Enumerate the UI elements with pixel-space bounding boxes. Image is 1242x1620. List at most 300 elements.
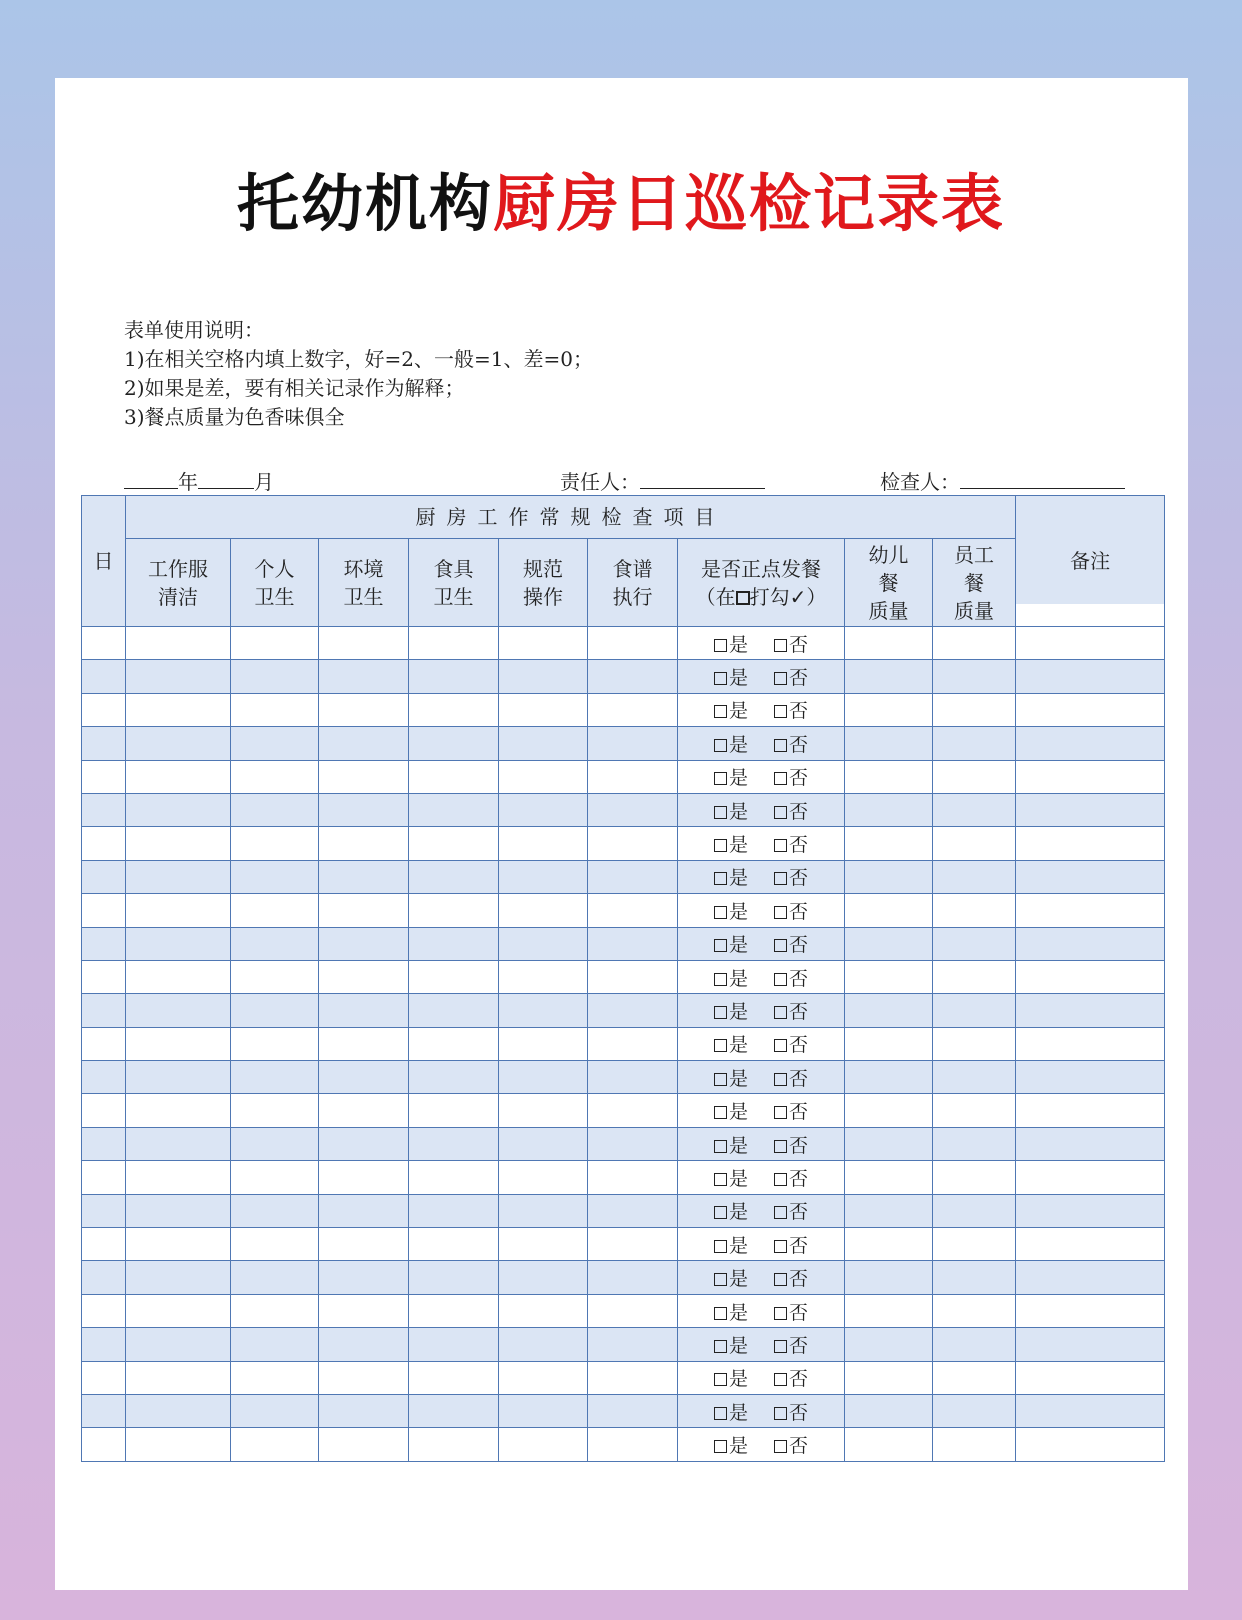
yes-option[interactable] <box>714 801 748 823</box>
no-option[interactable] <box>774 1201 808 1223</box>
table-cell[interactable] <box>319 1294 409 1327</box>
table-cell[interactable] <box>231 1127 319 1160</box>
table-cell[interactable] <box>933 627 1016 660</box>
table-cell[interactable] <box>231 1228 319 1261</box>
table-cell[interactable] <box>231 960 319 993</box>
table-cell[interactable] <box>1016 1361 1165 1394</box>
table-cell[interactable] <box>409 1328 499 1361</box>
table-cell[interactable] <box>82 1027 126 1060</box>
table-cell[interactable] <box>319 1361 409 1394</box>
table-cell[interactable] <box>126 827 231 860</box>
table-cell[interactable] <box>933 660 1016 693</box>
ontime-cell[interactable] <box>678 994 845 1027</box>
no-option[interactable] <box>774 700 808 722</box>
yes-option[interactable] <box>714 1168 748 1190</box>
checkbox-icon[interactable] <box>774 1407 787 1420</box>
table-cell[interactable] <box>126 1294 231 1327</box>
ontime-cell[interactable] <box>678 1428 845 1461</box>
table-cell[interactable] <box>499 827 588 860</box>
table-cell[interactable] <box>82 760 126 793</box>
table-cell[interactable] <box>82 994 126 1027</box>
table-cell[interactable] <box>499 660 588 693</box>
checkbox-icon[interactable] <box>774 1440 787 1453</box>
yes-option[interactable] <box>714 1201 748 1223</box>
table-cell[interactable] <box>588 894 678 927</box>
table-cell[interactable] <box>499 627 588 660</box>
table-cell[interactable] <box>845 1228 933 1261</box>
table-cell[interactable] <box>319 627 409 660</box>
table-cell[interactable] <box>845 1194 933 1227</box>
table-cell[interactable] <box>409 1261 499 1294</box>
table-cell[interactable] <box>499 1161 588 1194</box>
table-cell[interactable] <box>1016 894 1165 927</box>
ontime-cell[interactable] <box>678 960 845 993</box>
table-cell[interactable] <box>933 1261 1016 1294</box>
table-cell[interactable] <box>82 1094 126 1127</box>
table-cell[interactable] <box>126 894 231 927</box>
ontime-cell[interactable] <box>678 660 845 693</box>
checkbox-icon[interactable] <box>714 772 727 785</box>
table-cell[interactable] <box>231 693 319 726</box>
table-cell[interactable] <box>588 1228 678 1261</box>
table-cell[interactable] <box>499 1094 588 1127</box>
checkbox-icon[interactable] <box>774 1307 787 1320</box>
table-cell[interactable] <box>499 1294 588 1327</box>
checkbox-icon[interactable] <box>714 1340 727 1353</box>
no-option[interactable] <box>774 1302 808 1324</box>
table-cell[interactable] <box>588 827 678 860</box>
table-cell[interactable] <box>319 660 409 693</box>
table-cell[interactable] <box>845 994 933 1027</box>
table-cell[interactable] <box>319 693 409 726</box>
no-option[interactable] <box>774 1335 808 1357</box>
table-cell[interactable] <box>409 960 499 993</box>
table-cell[interactable] <box>933 693 1016 726</box>
table-cell[interactable] <box>126 1161 231 1194</box>
checkbox-icon[interactable] <box>714 1206 727 1219</box>
table-cell[interactable] <box>231 793 319 826</box>
ontime-cell[interactable] <box>678 927 845 960</box>
table-cell[interactable] <box>499 927 588 960</box>
ontime-cell[interactable] <box>678 860 845 893</box>
table-cell[interactable] <box>588 1094 678 1127</box>
table-cell[interactable] <box>82 960 126 993</box>
table-cell[interactable] <box>126 1194 231 1227</box>
checkbox-icon[interactable] <box>714 1106 727 1119</box>
table-cell[interactable] <box>82 1294 126 1327</box>
table-cell[interactable] <box>1016 1161 1165 1194</box>
yes-option[interactable] <box>714 834 748 856</box>
ontime-cell[interactable] <box>678 1328 845 1361</box>
checkbox-icon[interactable] <box>714 839 727 852</box>
table-cell[interactable] <box>126 727 231 760</box>
checkbox-icon[interactable] <box>774 1206 787 1219</box>
table-cell[interactable] <box>126 860 231 893</box>
table-cell[interactable] <box>588 1061 678 1094</box>
table-cell[interactable] <box>845 693 933 726</box>
table-cell[interactable] <box>409 1428 499 1461</box>
checkbox-icon[interactable] <box>774 705 787 718</box>
table-cell[interactable] <box>231 1261 319 1294</box>
table-cell[interactable] <box>499 1194 588 1227</box>
table-cell[interactable] <box>1016 1094 1165 1127</box>
checkbox-icon[interactable] <box>774 1106 787 1119</box>
table-cell[interactable] <box>1016 1228 1165 1261</box>
table-cell[interactable] <box>499 994 588 1027</box>
table-cell[interactable] <box>231 994 319 1027</box>
table-cell[interactable] <box>409 627 499 660</box>
table-cell[interactable] <box>126 660 231 693</box>
table-cell[interactable] <box>82 1261 126 1294</box>
table-cell[interactable] <box>845 627 933 660</box>
ontime-cell[interactable] <box>678 1294 845 1327</box>
table-cell[interactable] <box>499 1027 588 1060</box>
table-cell[interactable] <box>231 1194 319 1227</box>
table-cell[interactable] <box>231 1061 319 1094</box>
table-cell[interactable] <box>126 927 231 960</box>
yes-option[interactable] <box>714 1368 748 1390</box>
no-option[interactable] <box>774 968 808 990</box>
table-cell[interactable] <box>126 693 231 726</box>
table-cell[interactable] <box>319 1161 409 1194</box>
table-cell[interactable] <box>1016 760 1165 793</box>
table-cell[interactable] <box>1016 793 1165 826</box>
table-cell[interactable] <box>499 1228 588 1261</box>
table-cell[interactable] <box>82 1127 126 1160</box>
checkbox-icon[interactable] <box>774 1240 787 1253</box>
table-cell[interactable] <box>319 1061 409 1094</box>
table-cell[interactable] <box>499 960 588 993</box>
table-cell[interactable] <box>82 660 126 693</box>
ontime-cell[interactable] <box>678 1027 845 1060</box>
table-cell[interactable] <box>588 1127 678 1160</box>
table-cell[interactable] <box>409 693 499 726</box>
checkbox-icon[interactable] <box>774 906 787 919</box>
yes-option[interactable] <box>714 734 748 756</box>
yes-option[interactable] <box>714 667 748 689</box>
table-cell[interactable] <box>845 960 933 993</box>
table-cell[interactable] <box>319 994 409 1027</box>
yes-option[interactable] <box>714 700 748 722</box>
table-cell[interactable] <box>933 1328 1016 1361</box>
ontime-cell[interactable] <box>678 894 845 927</box>
table-cell[interactable] <box>933 894 1016 927</box>
table-cell[interactable] <box>126 760 231 793</box>
no-option[interactable] <box>774 1368 808 1390</box>
table-cell[interactable] <box>409 927 499 960</box>
no-option[interactable] <box>774 901 808 923</box>
no-option[interactable] <box>774 801 808 823</box>
yes-option[interactable] <box>714 901 748 923</box>
table-cell[interactable] <box>126 1127 231 1160</box>
table-cell[interactable] <box>319 960 409 993</box>
table-cell[interactable] <box>409 1027 499 1060</box>
ontime-cell[interactable] <box>678 1127 845 1160</box>
checkbox-icon[interactable] <box>774 1373 787 1386</box>
table-cell[interactable] <box>319 1328 409 1361</box>
table-cell[interactable] <box>1016 660 1165 693</box>
responsible-blank[interactable] <box>640 468 765 489</box>
table-cell[interactable] <box>933 960 1016 993</box>
table-cell[interactable] <box>409 827 499 860</box>
checkbox-icon[interactable] <box>714 939 727 952</box>
table-cell[interactable] <box>231 1361 319 1394</box>
ontime-cell[interactable] <box>678 827 845 860</box>
table-cell[interactable] <box>82 1428 126 1461</box>
checkbox-icon[interactable] <box>774 939 787 952</box>
table-cell[interactable] <box>319 827 409 860</box>
checkbox-icon[interactable] <box>714 1273 727 1286</box>
table-cell[interactable] <box>1016 1428 1165 1461</box>
table-cell[interactable] <box>231 1328 319 1361</box>
table-cell[interactable] <box>1016 1061 1165 1094</box>
table-cell[interactable] <box>319 1027 409 1060</box>
table-cell[interactable] <box>409 1194 499 1227</box>
checkbox-icon[interactable] <box>774 1173 787 1186</box>
ontime-cell[interactable] <box>678 727 845 760</box>
table-cell[interactable] <box>933 760 1016 793</box>
table-cell[interactable] <box>845 1394 933 1427</box>
table-cell[interactable] <box>933 1027 1016 1060</box>
checkbox-icon[interactable] <box>774 672 787 685</box>
ontime-cell[interactable] <box>678 1394 845 1427</box>
table-cell[interactable] <box>933 1361 1016 1394</box>
table-cell[interactable] <box>82 1361 126 1394</box>
no-option[interactable] <box>774 1402 808 1424</box>
yes-option[interactable] <box>714 1101 748 1123</box>
checkbox-icon[interactable] <box>714 1240 727 1253</box>
table-cell[interactable] <box>409 1161 499 1194</box>
table-cell[interactable] <box>231 1428 319 1461</box>
yes-option[interactable] <box>714 1034 748 1056</box>
checkbox-icon[interactable] <box>714 1073 727 1086</box>
table-cell[interactable] <box>588 1261 678 1294</box>
checkbox-icon[interactable] <box>714 1373 727 1386</box>
table-cell[interactable] <box>1016 693 1165 726</box>
table-cell[interactable] <box>319 927 409 960</box>
table-cell[interactable] <box>1016 960 1165 993</box>
table-cell[interactable] <box>319 1194 409 1227</box>
table-cell[interactable] <box>499 1261 588 1294</box>
checkbox-icon[interactable] <box>714 739 727 752</box>
table-cell[interactable] <box>126 1228 231 1261</box>
checkbox-icon[interactable] <box>714 1140 727 1153</box>
yes-option[interactable] <box>714 1268 748 1290</box>
table-cell[interactable] <box>231 727 319 760</box>
yes-option[interactable] <box>714 767 748 789</box>
no-option[interactable] <box>774 1034 808 1056</box>
table-cell[interactable] <box>933 1094 1016 1127</box>
table-cell[interactable] <box>1016 1127 1165 1160</box>
table-cell[interactable] <box>231 1161 319 1194</box>
table-cell[interactable] <box>126 960 231 993</box>
table-cell[interactable] <box>409 1394 499 1427</box>
no-option[interactable] <box>774 734 808 756</box>
table-cell[interactable] <box>409 1294 499 1327</box>
checkbox-icon[interactable] <box>774 772 787 785</box>
table-cell[interactable] <box>126 793 231 826</box>
table-cell[interactable] <box>231 627 319 660</box>
table-cell[interactable] <box>933 1428 1016 1461</box>
table-cell[interactable] <box>933 1294 1016 1327</box>
table-cell[interactable] <box>82 1061 126 1094</box>
table-cell[interactable] <box>82 860 126 893</box>
table-cell[interactable] <box>409 994 499 1027</box>
yes-option[interactable] <box>714 1001 748 1023</box>
ontime-cell[interactable] <box>678 693 845 726</box>
checkbox-icon[interactable] <box>714 639 727 652</box>
table-cell[interactable] <box>1016 1394 1165 1427</box>
table-cell[interactable] <box>82 1161 126 1194</box>
table-cell[interactable] <box>845 1161 933 1194</box>
checkbox-icon[interactable] <box>774 739 787 752</box>
table-cell[interactable] <box>319 1261 409 1294</box>
table-cell[interactable] <box>588 727 678 760</box>
no-option[interactable] <box>774 1135 808 1157</box>
table-cell[interactable] <box>588 1294 678 1327</box>
table-cell[interactable] <box>588 994 678 1027</box>
table-cell[interactable] <box>231 760 319 793</box>
table-cell[interactable] <box>845 727 933 760</box>
table-cell[interactable] <box>409 660 499 693</box>
table-cell[interactable] <box>588 927 678 960</box>
table-cell[interactable] <box>126 1328 231 1361</box>
table-cell[interactable] <box>319 760 409 793</box>
table-cell[interactable] <box>126 1261 231 1294</box>
table-cell[interactable] <box>499 1328 588 1361</box>
table-cell[interactable] <box>231 1294 319 1327</box>
table-cell[interactable] <box>319 894 409 927</box>
no-option[interactable] <box>774 1268 808 1290</box>
table-cell[interactable] <box>499 693 588 726</box>
table-cell[interactable] <box>588 860 678 893</box>
table-cell[interactable] <box>231 660 319 693</box>
table-cell[interactable] <box>845 793 933 826</box>
table-cell[interactable] <box>588 1428 678 1461</box>
table-cell[interactable] <box>845 1428 933 1461</box>
table-cell[interactable] <box>409 894 499 927</box>
table-cell[interactable] <box>588 627 678 660</box>
ontime-cell[interactable] <box>678 793 845 826</box>
table-cell[interactable] <box>409 1061 499 1094</box>
ontime-cell[interactable] <box>678 627 845 660</box>
yes-option[interactable] <box>714 1135 748 1157</box>
table-cell[interactable] <box>319 860 409 893</box>
no-option[interactable] <box>774 867 808 889</box>
table-cell[interactable] <box>1016 994 1165 1027</box>
table-cell[interactable] <box>1016 1294 1165 1327</box>
table-cell[interactable] <box>1016 1027 1165 1060</box>
yes-option[interactable] <box>714 968 748 990</box>
table-cell[interactable] <box>588 1361 678 1394</box>
checkbox-icon[interactable] <box>714 1006 727 1019</box>
table-cell[interactable] <box>409 760 499 793</box>
table-cell[interactable] <box>845 860 933 893</box>
table-cell[interactable] <box>933 1161 1016 1194</box>
checkbox-icon[interactable] <box>774 806 787 819</box>
table-cell[interactable] <box>933 827 1016 860</box>
table-cell[interactable] <box>1016 627 1165 660</box>
table-cell[interactable] <box>933 793 1016 826</box>
table-cell[interactable] <box>1016 1194 1165 1227</box>
ontime-cell[interactable] <box>678 1061 845 1094</box>
checkbox-icon[interactable] <box>774 1140 787 1153</box>
checkbox-icon[interactable] <box>774 872 787 885</box>
table-cell[interactable] <box>409 1094 499 1127</box>
table-cell[interactable] <box>499 860 588 893</box>
no-option[interactable] <box>774 1235 808 1257</box>
table-cell[interactable] <box>845 1328 933 1361</box>
ontime-cell[interactable] <box>678 1361 845 1394</box>
yes-option[interactable] <box>714 1068 748 1090</box>
no-option[interactable] <box>774 667 808 689</box>
table-cell[interactable] <box>126 627 231 660</box>
table-cell[interactable] <box>499 1061 588 1094</box>
table-cell[interactable] <box>319 1127 409 1160</box>
ontime-cell[interactable] <box>678 760 845 793</box>
checkbox-icon[interactable] <box>774 973 787 986</box>
table-cell[interactable] <box>845 827 933 860</box>
table-cell[interactable] <box>588 693 678 726</box>
no-option[interactable] <box>774 767 808 789</box>
table-cell[interactable] <box>126 1061 231 1094</box>
yes-option[interactable] <box>714 1302 748 1324</box>
year-blank[interactable] <box>124 468 178 489</box>
table-cell[interactable] <box>845 927 933 960</box>
table-cell[interactable] <box>82 627 126 660</box>
table-cell[interactable] <box>588 1161 678 1194</box>
table-cell[interactable] <box>933 1194 1016 1227</box>
table-cell[interactable] <box>845 760 933 793</box>
table-cell[interactable] <box>82 1194 126 1227</box>
checkbox-icon[interactable] <box>774 1273 787 1286</box>
table-cell[interactable] <box>126 1428 231 1461</box>
table-cell[interactable] <box>588 1328 678 1361</box>
no-option[interactable] <box>774 634 808 656</box>
table-cell[interactable] <box>1016 1328 1165 1361</box>
table-cell[interactable] <box>933 927 1016 960</box>
checkbox-icon[interactable] <box>774 1006 787 1019</box>
table-cell[interactable] <box>409 1127 499 1160</box>
yes-option[interactable] <box>714 634 748 656</box>
table-cell[interactable] <box>933 727 1016 760</box>
table-cell[interactable] <box>588 960 678 993</box>
table-cell[interactable] <box>1016 827 1165 860</box>
no-option[interactable] <box>774 1435 808 1457</box>
table-cell[interactable] <box>1016 727 1165 760</box>
yes-option[interactable] <box>714 1235 748 1257</box>
table-cell[interactable] <box>588 1394 678 1427</box>
ontime-cell[interactable] <box>678 1161 845 1194</box>
table-cell[interactable] <box>82 693 126 726</box>
table-cell[interactable] <box>126 1027 231 1060</box>
table-cell[interactable] <box>319 793 409 826</box>
table-cell[interactable] <box>499 1361 588 1394</box>
table-cell[interactable] <box>933 1061 1016 1094</box>
table-cell[interactable] <box>126 1394 231 1427</box>
table-cell[interactable] <box>126 1094 231 1127</box>
table-cell[interactable] <box>231 1094 319 1127</box>
table-cell[interactable] <box>499 1428 588 1461</box>
table-cell[interactable] <box>845 1127 933 1160</box>
no-option[interactable] <box>774 1001 808 1023</box>
no-option[interactable] <box>774 1168 808 1190</box>
checkbox-icon[interactable] <box>714 1173 727 1186</box>
table-cell[interactable] <box>588 793 678 826</box>
table-cell[interactable] <box>933 1127 1016 1160</box>
table-cell[interactable] <box>588 660 678 693</box>
checkbox-icon[interactable] <box>714 872 727 885</box>
